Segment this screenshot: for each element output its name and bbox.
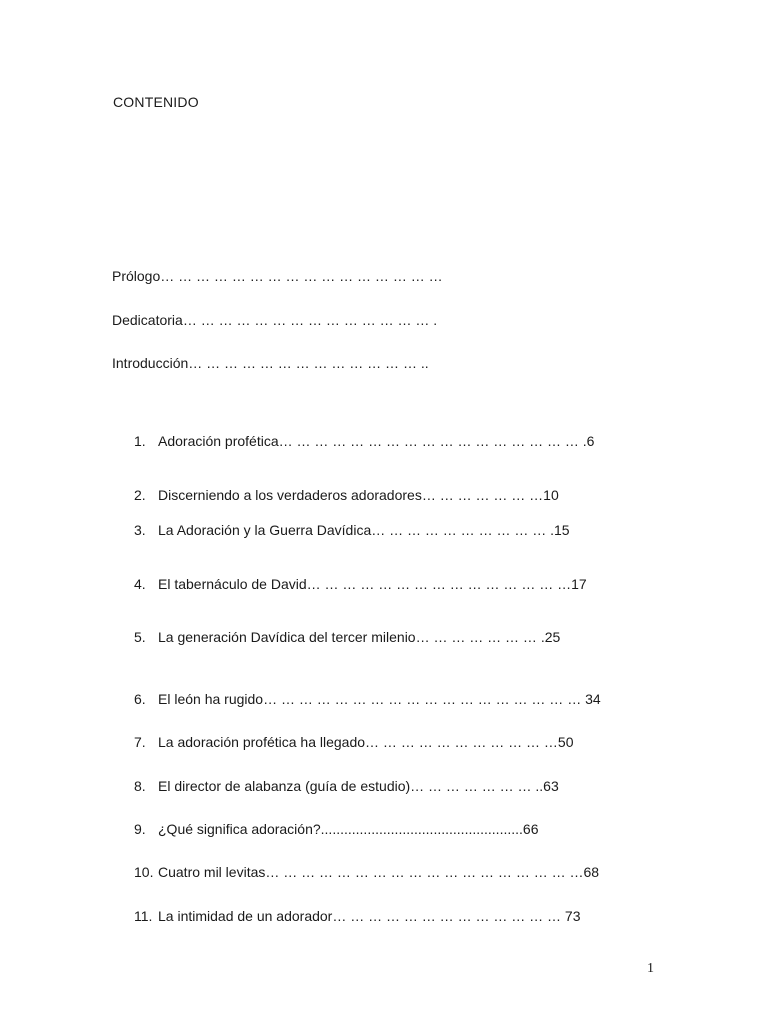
toc-entry-title: Discerniendo a los verdaderos adoradores… … … … … … …10 bbox=[158, 487, 559, 503]
toc-entry-title: El león ha rugido… … … … … … … … … … … … … … … … … … 34 bbox=[158, 691, 601, 707]
toc-entry-number: 4. bbox=[134, 576, 146, 592]
toc-entry-title: Cuatro mil levitas… … … … … … … … … … … … … … … … … …68 bbox=[158, 864, 600, 880]
toc-entry bbox=[134, 487, 559, 503]
toc-entry bbox=[134, 576, 587, 592]
toc-introduction: Introducción… … … … … … … … … … … … … .. bbox=[112, 355, 429, 371]
toc-entry-number: 1. bbox=[134, 433, 146, 449]
toc-entry-title: El director de alabanza (guía de estudio)… … … … … … … ..63 bbox=[158, 778, 559, 794]
toc-entry bbox=[134, 908, 580, 924]
toc-entry bbox=[134, 691, 601, 707]
toc-entry-number: 6. bbox=[134, 691, 146, 707]
contents-heading: CONTENIDO bbox=[113, 94, 199, 110]
toc-prologue: Prólogo… … … … … … … … … … … … … … … … bbox=[112, 268, 443, 284]
toc-entry-title: La Adoración y la Guerra Davídica… … … … … … … … … … .15 bbox=[158, 522, 570, 538]
toc-entry bbox=[134, 522, 570, 538]
toc-entry bbox=[134, 778, 559, 794]
toc-entry bbox=[134, 629, 560, 645]
toc-entry-number: 11. bbox=[134, 908, 153, 924]
toc-entry bbox=[134, 734, 574, 750]
toc-dedication: Dedicatoria… … … … … … … … … … … … … … . bbox=[112, 312, 438, 328]
toc-entry-title: La intimidad de un adorador… … … … … … … … … … … … … 73 bbox=[158, 908, 581, 924]
toc-entry-title: La generación Davídica del tercer milenio… … … … … … … .25 bbox=[158, 629, 561, 645]
toc-entry-number: 7. bbox=[134, 734, 146, 750]
toc-entry-title: Adoración profética… … … … … … … … … … … … … … … … … .6 bbox=[158, 433, 595, 449]
toc-entry-title: El tabernáculo de David… … … … … … … … … … … … … … …17 bbox=[158, 576, 587, 592]
toc-entry-title: La adoración profética ha llegado… … … … … … … … … … …50 bbox=[158, 734, 574, 750]
toc-entry-number: 3. bbox=[134, 522, 146, 538]
page-number: 1 bbox=[647, 961, 654, 976]
toc-entry-number: 10. bbox=[134, 864, 154, 880]
toc-entry bbox=[134, 821, 538, 837]
toc-entry-title: ¿Qué significa adoración?....................................................66 bbox=[158, 821, 539, 837]
toc-entry-number: 2. bbox=[134, 487, 146, 503]
toc-entry-number: 9. bbox=[134, 821, 146, 837]
toc-entry-number: 5. bbox=[134, 629, 146, 645]
toc-entry-number: 8. bbox=[134, 778, 146, 794]
toc-entry bbox=[134, 433, 594, 449]
toc-entry bbox=[134, 864, 599, 880]
